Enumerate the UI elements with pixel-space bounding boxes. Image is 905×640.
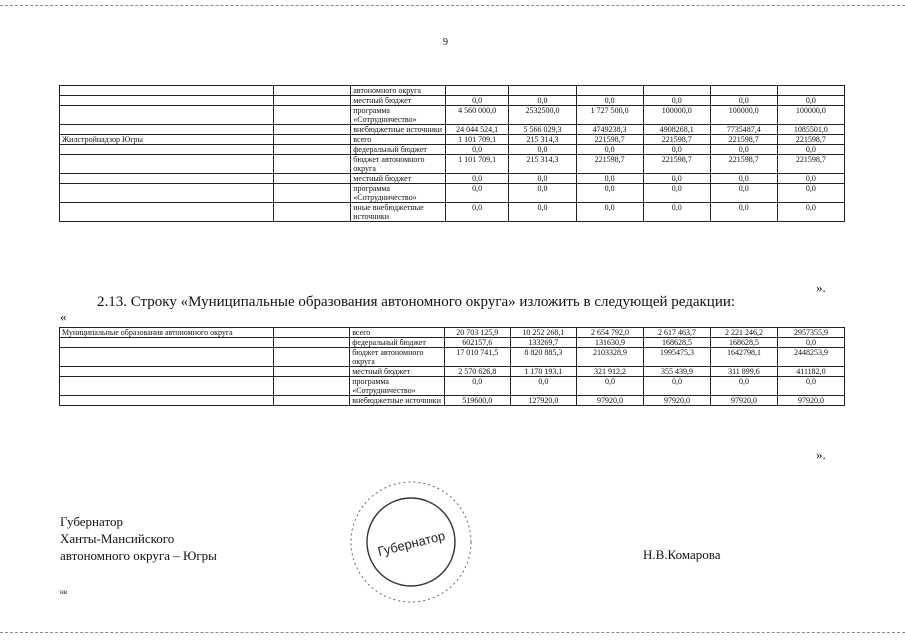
table-row: [60, 174, 845, 184]
value-cell: 0,0: [777, 96, 844, 106]
value-cell: 1995475,3: [643, 348, 710, 367]
funding-table-municipal: [59, 327, 845, 406]
closing-quote-2: ».: [816, 447, 826, 462]
value-cell: 168628,5: [643, 338, 710, 348]
table-row: [60, 106, 845, 125]
table-row: [60, 367, 845, 377]
value-cell: 215 314,3: [509, 155, 576, 174]
funding-source-cell: федеральный бюджет: [350, 338, 445, 348]
funding-source-cell: внебюджетные источники: [350, 396, 445, 406]
value-cell: 0,0: [777, 338, 844, 348]
value-cell: 0,0: [576, 145, 643, 155]
signature-title-line3: автономного округа – Югры: [60, 548, 217, 563]
value-cell: 4749238,3: [576, 125, 643, 135]
value-cell: 0,0: [445, 174, 509, 184]
org-name-cell: [60, 377, 274, 396]
value-cell: 0,0: [643, 377, 710, 396]
value-cell: 0,0: [643, 203, 710, 222]
value-cell: 100000,0: [710, 106, 777, 125]
empty-cell: [274, 174, 351, 184]
value-cell: 0,0: [643, 96, 710, 106]
table-row: [60, 145, 845, 155]
empty-cell: [274, 125, 351, 135]
table-row: [60, 396, 845, 406]
empty-cell: [274, 155, 351, 174]
value-cell: 215 314,3: [509, 135, 576, 145]
org-name-cell: [60, 203, 274, 222]
value-cell: 8 820 885,3: [510, 348, 576, 367]
value-cell: 4 560 000,0: [445, 106, 509, 125]
value-cell: [509, 86, 576, 96]
opening-quote: «: [60, 309, 67, 324]
value-cell: 411182,0: [777, 367, 844, 377]
empty-cell: [273, 338, 350, 348]
org-name-cell: [60, 96, 274, 106]
value-cell: 5 566 029,3: [509, 125, 576, 135]
value-cell: 0,0: [445, 96, 509, 106]
value-cell: 0,0: [777, 377, 844, 396]
value-cell: 0,0: [510, 377, 576, 396]
value-cell: 0,0: [509, 203, 576, 222]
funding-source-cell: всего: [351, 135, 446, 145]
value-cell: 0,0: [643, 174, 710, 184]
table-row: [60, 348, 845, 367]
value-cell: 2 654 792,0: [576, 328, 643, 338]
table-row: [60, 184, 845, 203]
value-cell: 311 899,6: [710, 367, 777, 377]
value-cell: 2 570 626,8: [444, 367, 510, 377]
value-cell: 168628,5: [710, 338, 777, 348]
org-name-cell: [60, 174, 274, 184]
value-cell: 221598,7: [777, 135, 844, 145]
value-cell: 2 221 246,2: [710, 328, 777, 338]
value-cell: 221598,7: [643, 155, 710, 174]
empty-cell: [273, 348, 350, 367]
value-cell: 7735487,4: [710, 125, 777, 135]
org-name-cell: [60, 367, 274, 377]
value-cell: 1 101 709,1: [445, 155, 509, 174]
value-cell: 100000,0: [777, 106, 844, 125]
value-cell: 17 010 741,5: [444, 348, 510, 367]
org-name-cell: [60, 396, 274, 406]
value-cell: [643, 86, 710, 96]
value-cell: 0,0: [576, 96, 643, 106]
value-cell: 1085501,0: [777, 125, 844, 135]
closing-quote-1: ».: [816, 280, 826, 295]
value-cell: [710, 86, 777, 96]
value-cell: 0,0: [576, 203, 643, 222]
empty-cell: [273, 328, 350, 338]
signature-block: [60, 513, 217, 564]
table-row: [60, 86, 845, 96]
value-cell: 2957355,9: [777, 328, 844, 338]
value-cell: 2532500,0: [509, 106, 576, 125]
org-name-cell: [60, 125, 274, 135]
funding-source-cell: местный бюджет: [350, 367, 445, 377]
funding-source-cell: местный бюджет: [351, 174, 446, 184]
funding-source-cell: всего: [350, 328, 445, 338]
scan-edge-top: [0, 5, 905, 6]
value-cell: 4908268,1: [643, 125, 710, 135]
value-cell: 221598,7: [643, 135, 710, 145]
table-row: [60, 125, 845, 135]
signature-title-line2: Ханты-Мансийского: [60, 531, 175, 546]
funding-table-continuation: [59, 85, 845, 222]
value-cell: 0,0: [576, 174, 643, 184]
value-cell: 355 439,9: [643, 367, 710, 377]
table-row: [60, 377, 845, 396]
value-cell: 0,0: [445, 145, 509, 155]
org-name-cell: [60, 155, 274, 174]
value-cell: 1 727 500,0: [576, 106, 643, 125]
value-cell: 0,0: [445, 203, 509, 222]
value-cell: 2103328,9: [576, 348, 643, 367]
governor-seal: [336, 480, 486, 610]
org-name-cell: [60, 145, 274, 155]
value-cell: 0,0: [710, 174, 777, 184]
value-cell: 97920,0: [576, 396, 643, 406]
empty-cell: [274, 96, 351, 106]
section-heading: 2.13. Строку «Муниципальные образования автономного округа» изложить в следующей редакции:: [97, 294, 736, 310]
value-cell: 133269,7: [510, 338, 576, 348]
value-cell: 0,0: [444, 377, 510, 396]
value-cell: 24 044 524,1: [445, 125, 509, 135]
org-name-cell: [60, 184, 274, 203]
value-cell: 221598,7: [710, 135, 777, 145]
table-row: [60, 203, 845, 222]
empty-cell: [274, 203, 351, 222]
signatory-name: Н.В.Комарова: [643, 547, 721, 562]
value-cell: 1 170 193,1: [510, 367, 576, 377]
empty-cell: [274, 86, 351, 96]
value-cell: 0,0: [509, 174, 576, 184]
funding-source-cell: программа «Сотрудничество»: [350, 377, 445, 396]
value-cell: 0,0: [777, 174, 844, 184]
value-cell: 127920,0: [510, 396, 576, 406]
value-cell: 0,0: [777, 203, 844, 222]
funding-source-cell: программа «Сотрудничество»: [351, 184, 446, 203]
value-cell: 0,0: [509, 145, 576, 155]
funding-source-cell: программа «Сотрудничество»: [351, 106, 446, 125]
value-cell: 97920,0: [710, 396, 777, 406]
value-cell: 0,0: [643, 184, 710, 203]
org-name-cell: Жилстройнадзор Югры: [60, 135, 274, 145]
signature-title-line1: Губернатор: [60, 514, 123, 529]
executor-initials: нв: [60, 588, 68, 596]
value-cell: 97920,0: [777, 396, 844, 406]
empty-cell: [274, 135, 351, 145]
org-name-cell: [60, 86, 274, 96]
empty-cell: [273, 367, 350, 377]
seal-text: Губернатор: [376, 527, 447, 560]
funding-source-cell: местный бюджет: [351, 96, 446, 106]
empty-cell: [274, 184, 351, 203]
value-cell: 0,0: [576, 184, 643, 203]
value-cell: 0,0: [710, 96, 777, 106]
value-cell: 20 703 125,9: [444, 328, 510, 338]
page-number: 9: [443, 37, 448, 48]
table-row: [60, 96, 845, 106]
value-cell: 0,0: [509, 96, 576, 106]
value-cell: 0,0: [445, 184, 509, 203]
value-cell: 519600,0: [444, 396, 510, 406]
value-cell: 221598,7: [710, 155, 777, 174]
value-cell: 2448253,9: [777, 348, 844, 367]
value-cell: 10 252 268,1: [510, 328, 576, 338]
funding-source-cell: внебюджетные источники: [351, 125, 446, 135]
value-cell: 97920,0: [643, 396, 710, 406]
funding-source-cell: иные внебюджетные источники: [351, 203, 446, 222]
value-cell: 0,0: [710, 377, 777, 396]
value-cell: 0,0: [643, 145, 710, 155]
value-cell: [777, 86, 844, 96]
value-cell: 0,0: [509, 184, 576, 203]
org-name-cell: [60, 348, 274, 367]
empty-cell: [273, 377, 350, 396]
value-cell: 0,0: [710, 184, 777, 203]
value-cell: 100000,0: [643, 106, 710, 125]
value-cell: 1 101 709,1: [445, 135, 509, 145]
funding-source-cell: федеральный бюджет: [351, 145, 446, 155]
value-cell: 0,0: [777, 184, 844, 203]
table-row: [60, 328, 845, 338]
value-cell: 602157,6: [444, 338, 510, 348]
table-row: [60, 135, 845, 145]
org-name-cell: [60, 106, 274, 125]
empty-cell: [273, 396, 350, 406]
value-cell: 131630,9: [576, 338, 643, 348]
value-cell: 221598,7: [777, 155, 844, 174]
org-name-cell: Муниципальные образования автономного округа: [60, 328, 274, 338]
value-cell: 0,0: [576, 377, 643, 396]
table-row: [60, 155, 845, 174]
value-cell: 221598,7: [576, 155, 643, 174]
value-cell: [576, 86, 643, 96]
funding-source-cell: бюджет автономного округа: [350, 348, 445, 367]
value-cell: 2 617 463,7: [643, 328, 710, 338]
funding-source-cell: автономного округа: [351, 86, 446, 96]
funding-source-cell: бюджет автономного округа: [351, 155, 446, 174]
value-cell: 0,0: [710, 145, 777, 155]
scan-edge-bottom: [0, 632, 905, 633]
table-row: [60, 338, 845, 348]
value-cell: [445, 86, 509, 96]
empty-cell: [274, 145, 351, 155]
org-name-cell: [60, 338, 274, 348]
value-cell: 1642798,1: [710, 348, 777, 367]
empty-cell: [274, 106, 351, 125]
value-cell: 221598,7: [576, 135, 643, 145]
value-cell: 0,0: [710, 203, 777, 222]
value-cell: 0,0: [777, 145, 844, 155]
value-cell: 321 912,2: [576, 367, 643, 377]
